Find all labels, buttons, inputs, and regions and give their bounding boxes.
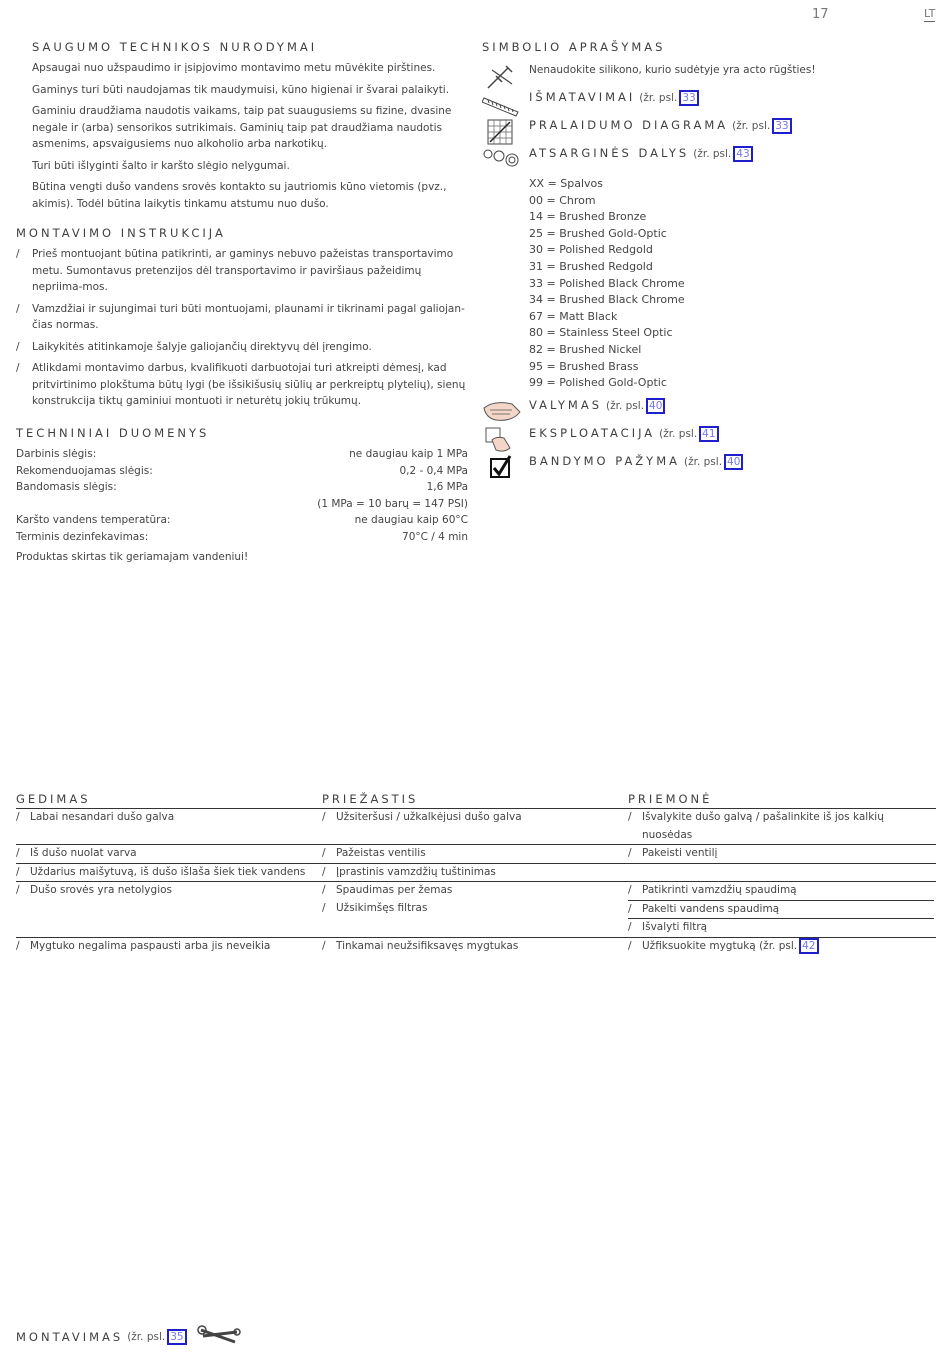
troubleshooting-table (16, 792, 936, 955)
fault-cell: / Mygtuko negalima paspausti arba jis neveikia (16, 938, 322, 956)
page-number: 17 (812, 7, 829, 22)
fault-cell: / Dušo srovės yra netolygios (16, 882, 322, 900)
installation-title: MONTAVIMO INSTRUKCIJA (16, 226, 226, 240)
ref-prefix: (žr. psl. (606, 399, 645, 412)
safety-paragraph: Apsaugai nuo užspaudimo ir įsipjovimo montavimo metu mūvėkite pirštines. (32, 62, 436, 74)
color-row: 31 = Brushed Redgold (529, 259, 653, 273)
operation-icon (482, 426, 522, 454)
color-row: 99 = Polished Gold-Optic (529, 376, 667, 390)
color-row: 67 = Matt Black (529, 309, 618, 323)
symbol-cleaning (482, 398, 942, 426)
table-header (16, 792, 936, 809)
color-list (482, 176, 942, 392)
fault-cell: / Labai nesandari dušo galva (16, 809, 322, 844)
tech-note: Produktas skirtas tik geriamajam vandeniui! (16, 551, 249, 563)
color-row: 95 = Brushed Brass (529, 359, 639, 373)
fault-cell (16, 900, 322, 919)
symbol-test-certificate (482, 454, 942, 482)
tech-data-section (16, 426, 468, 563)
cause-cell: / Tinkamai neužsifiksavęs mygtukas (322, 938, 628, 956)
cause-cell (322, 918, 628, 937)
symbol-label: IŠMATAVIMAI (529, 90, 636, 104)
color-row: 33 = Polished Black Chrome (529, 276, 685, 290)
symbol-label: BANDYMO PAŽYMA (529, 453, 680, 468)
fault-cell: / Iš dušo nuolat varva (16, 845, 322, 863)
tech-value: (1 MPa = 10 barų = 147 PSI) (317, 497, 468, 510)
cause-cell: / Pažeistas ventilis (322, 845, 628, 863)
safety-section (32, 40, 452, 217)
cause-cell: / Užsikimšęs filtras (322, 900, 628, 919)
cause-cell: / Įprastinis vamzdžių tuštinimas (322, 864, 628, 882)
tech-value: ne daugiau kaip 60°C (354, 514, 468, 526)
page-link[interactable]: 33 (679, 90, 698, 106)
page-link[interactable]: 33 (772, 118, 791, 134)
symbol-spare-parts (482, 146, 942, 174)
installation-section (16, 226, 466, 415)
header-remedy: PRIEMONĖ (628, 792, 713, 806)
color-row: 25 = Brushed Gold-Optic (529, 226, 667, 240)
tech-label: Rekomenduojamas slėgis: (16, 464, 153, 477)
color-row: 14 = Brushed Bronze (529, 210, 647, 224)
ref-prefix: (žr. psl. (659, 427, 698, 440)
wrench-icon (197, 1324, 241, 1350)
symbol-label: EKSPLOATACIJA (529, 425, 656, 440)
header-cause: PRIEŽASTIS (322, 792, 419, 806)
ref-prefix: (žr. psl. (684, 455, 723, 468)
tech-row (16, 496, 468, 513)
symbol-operation (482, 426, 942, 454)
tech-value: ne daugiau kaip 1 MPa (349, 448, 468, 460)
safety-paragraph: Turi būti išlyginti šalto ir karšto slėgio nelygumai. (32, 159, 290, 172)
cleaning-icon (482, 398, 522, 426)
page-link[interactable]: 40 (724, 454, 743, 470)
installation-item: / Prieš montuojant būtina patikrinti, ar gaminys nebuvo pažeistas transportavimo metu. Sumontavus pretenzijos dėl transportavimo ir paviršiaus pažeidimų nepriima-mos. (16, 246, 466, 296)
page-link[interactable]: 43 (733, 146, 752, 162)
remedy-cell: / Išvalykite dušo galvą / pašalinkite iš jos kalkių nuosėdas (628, 809, 934, 844)
cause-cell: / Spaudimas per žemas (322, 882, 628, 900)
tech-label: Terminis dezinfekavimas: (16, 530, 149, 543)
symbol-label: ATSARGINĖS DALYS (529, 146, 690, 160)
page-link[interactable]: 42 (799, 938, 818, 954)
page-link[interactable]: 35 (167, 1329, 186, 1345)
checkbox-icon (482, 454, 522, 482)
color-row: 00 = Chrom (529, 193, 596, 207)
tech-value: 1,6 MPa (426, 481, 468, 493)
flow-diagram-icon (482, 118, 522, 146)
safety-paragraph: Gaminiu draudžiama naudotis vaikams, taip pat suaugusiems su fizine, dvasine negale ir (arba) sensorikos sutrikimais. Gaminių taip pat draudžiama naudotis asmenims, apsvaigusiems nuo alkoholio arba narkotikų. (32, 105, 452, 150)
table-row (16, 864, 936, 883)
silicone-note: Nenaudokite silikono, kurio sudėtyje yra acto rūgšties! (529, 64, 816, 76)
remedy-text: Užfiksuokite mygtuką (žr. psl. (642, 939, 798, 952)
tech-row (16, 446, 468, 463)
symbol-label: PRALAIDUMO DIAGRAMA (529, 118, 729, 132)
tech-label: Bandomasis slėgis: (16, 481, 117, 493)
ref-prefix: (žr. psl. (693, 148, 732, 160)
table-row (16, 809, 936, 845)
symbol-label: VALYMAS (529, 397, 602, 412)
table-row (16, 900, 936, 919)
tech-row (16, 529, 468, 546)
color-row: 30 = Polished Redgold (529, 243, 653, 257)
language-code: LT (924, 7, 936, 20)
color-row: 34 = Brushed Black Chrome (529, 293, 685, 307)
tech-value: 0,2 - 0,4 MPa (399, 464, 468, 477)
footer-label: MONTAVIMAS (16, 1330, 124, 1344)
symbol-dimensions (482, 90, 942, 118)
symbol-flow-diagram (482, 118, 942, 146)
symbols-section (482, 40, 942, 482)
safety-title: SAUGUMO TECHNIKOS NURODYMAI (32, 40, 318, 54)
ruler-icon (482, 90, 522, 118)
ref-prefix: (žr. psl. (732, 120, 771, 132)
remedy-cell (628, 938, 934, 956)
tech-row (16, 463, 468, 480)
safety-paragraph: Būtina vengti dušo vandens srovės kontakto su jautriomis kūno vietomis (pvz., akimis). Todėl būtina laikytis tinkamu atstumu nuo dušo. (32, 181, 447, 210)
table-row (16, 882, 936, 900)
ref-prefix: (žr. psl. (639, 92, 678, 104)
page-link[interactable]: 41 (699, 426, 718, 442)
tech-title: TECHNINIAI DUOMENYS (16, 426, 210, 440)
color-row: XX = Spalvos (529, 177, 604, 190)
table-row (16, 938, 936, 956)
cause-cell: / Užsiteršusi / užkalkėjusi dušo galva (322, 809, 628, 844)
remedy-cell: / Patikrinti vamzdžių spaudimą (628, 882, 934, 900)
fault-cell: / Uždarius maišytuvą, iš dušo išlaša šiek tiek vandens (16, 864, 322, 882)
silicone-row (482, 62, 942, 90)
spare-parts-icon (482, 146, 522, 174)
footer-installation (16, 1324, 241, 1350)
installation-item: / Atlikdami montavimo darbus, kvalifikuoti darbuotojai turi atkreipti dėmesį, kad pritvirtinimo plokštuma būtų lygi (be išsikišusių siūlių ar perkreiptų plytelių), sienų konstrukcija tiktų gaminiui montuoti ir neturėtų jokių trūkumų. (16, 360, 466, 410)
tech-value: 70°C / 4 min (402, 530, 468, 543)
remedy-cell: / Išvalyti filtrą (628, 918, 934, 937)
table-row (16, 845, 936, 864)
installation-item: / Laikykitės atitinkamoje šalyje galiojančių direktyvų dėl įrengimo. (16, 339, 466, 356)
tech-row (16, 479, 468, 496)
tech-row (16, 512, 468, 529)
remedy-cell: / Pakeisti ventilį (628, 845, 934, 863)
installation-item: / Vamzdžiai ir sujungimai turi būti montuojami, plaunami ir tikrinami pagal galiojan-čias normas. (16, 301, 466, 334)
color-row: 82 = Brushed Nickel (529, 342, 642, 356)
symbols-title: SIMBOLIO APRAŠYMAS (482, 40, 666, 54)
safety-paragraph: Gaminys turi būti naudojamas tik maudymuisi, kūno higienai ir švarai palaikyti. (32, 83, 450, 96)
remedy-cell: / Pakelti vandens spaudimą (628, 900, 934, 919)
silicone-gun-icon (482, 62, 522, 90)
header-fault: GEDIMAS (16, 792, 91, 806)
tech-label: Darbinis slėgis: (16, 448, 97, 460)
page-link[interactable]: 40 (646, 398, 665, 414)
table-row (16, 918, 936, 938)
tech-label: Karšto vandens temperatūra: (16, 514, 171, 526)
fault-cell (16, 918, 322, 937)
remedy-cell (628, 864, 934, 882)
color-row: 80 = Stainless Steel Optic (529, 326, 673, 340)
ref-prefix: (žr. psl. (127, 1331, 166, 1343)
